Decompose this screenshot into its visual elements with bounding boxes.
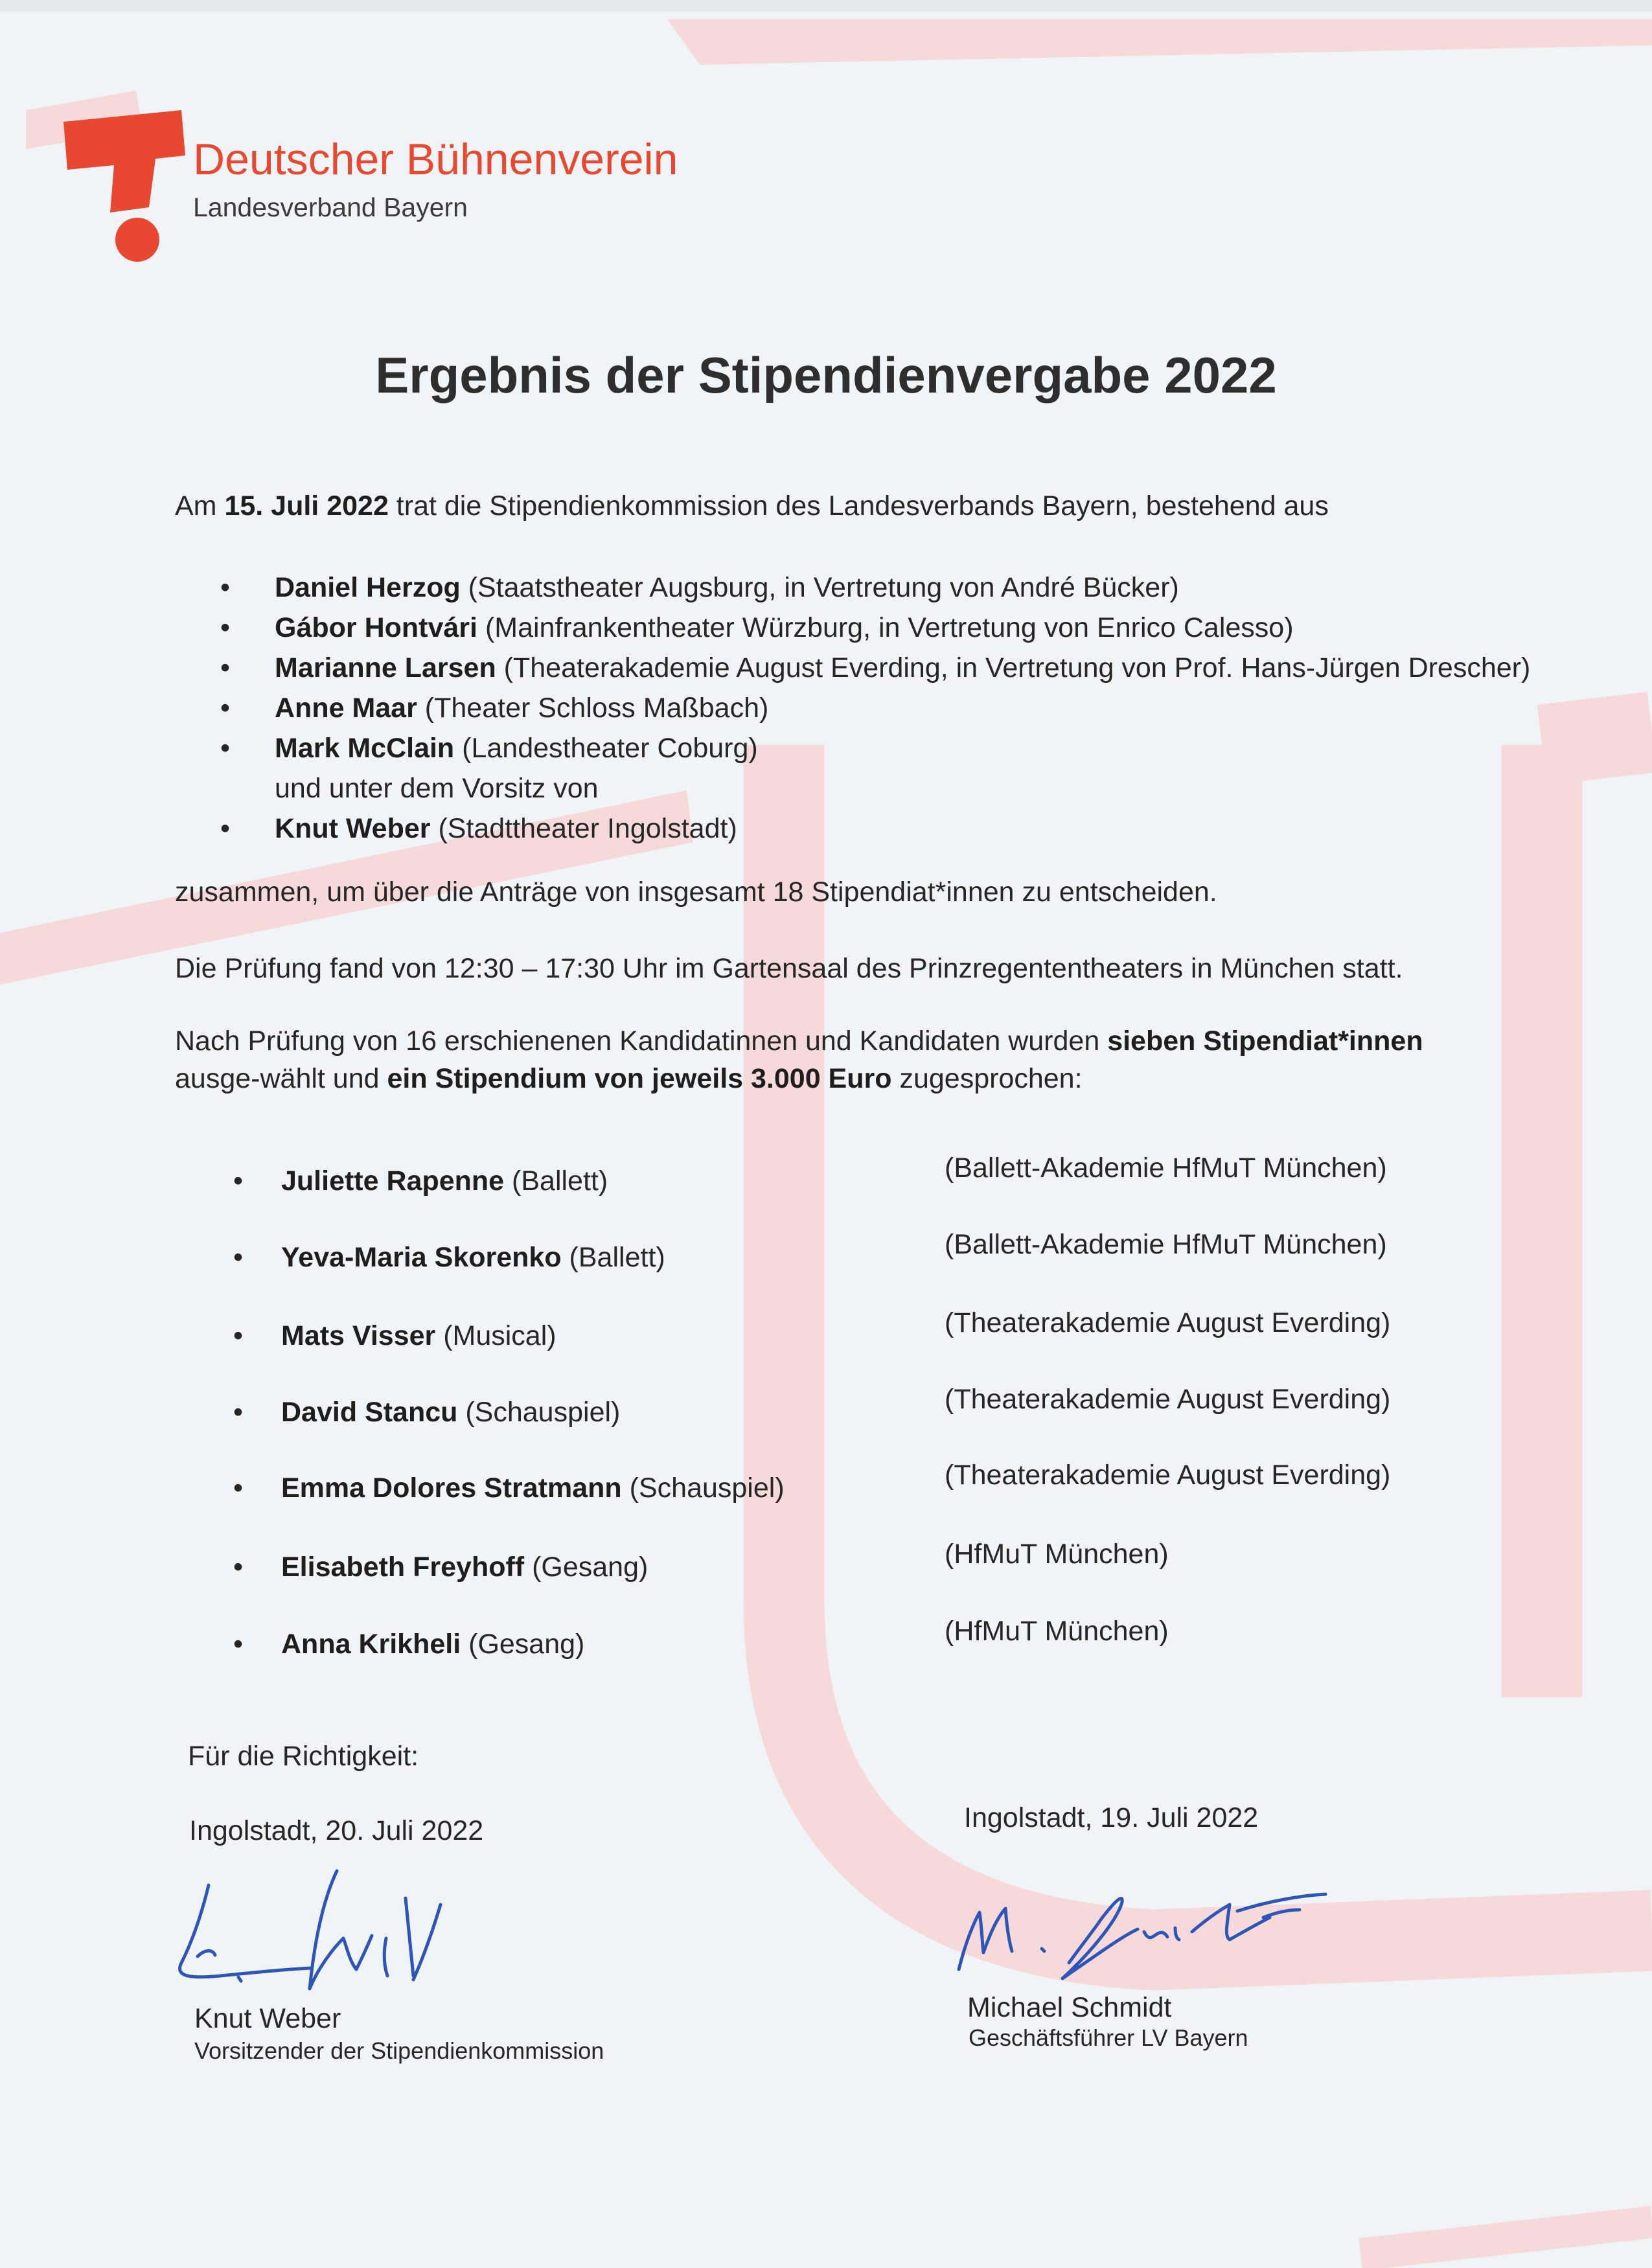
scholar-name: Emma Dolores Stratmann	[281, 1472, 622, 1504]
scholar-row: • Elisabeth Freyhoff (Gesang) (HfMuT München)	[233, 1547, 1464, 1587]
chair-intro: und unter dem Vorsitz von	[275, 773, 599, 804]
meeting-date: 15. Juli 2022	[224, 490, 389, 521]
scholar-institution: (HfMuT München)	[945, 1616, 1169, 1647]
scholar-institution: (Theaterakademie August Everding)	[945, 1460, 1391, 1491]
org-name: Deutscher Bühnenverein	[193, 135, 678, 184]
left-signer-role: Vorsitzender der Stipendienkommission	[194, 2037, 604, 2064]
signature-michael-schmidt	[952, 1872, 1328, 1989]
right-place-date: Ingolstadt, 19. Juli 2022	[964, 1802, 1259, 1833]
list-item: • Mark McClain (Landestheater Coburg)	[220, 728, 1530, 768]
scholar-row: • Yeva-Maria Skorenko (Ballett) (Ballett-Akademie HfMuT München)	[233, 1237, 1464, 1277]
scholar-institution: (Theaterakademie August Everding)	[945, 1307, 1391, 1338]
committee-list	[220, 567, 1530, 849]
scholar-name: David Stancu	[281, 1397, 458, 1428]
list-item: • Anne Maar (Theater Schloss Maßbach)	[220, 688, 1530, 728]
list-item-chair: • Knut Weber (Stadttheater Ingolstadt)	[220, 808, 1530, 849]
page-title: Ergebnis der Stipendienvergabe 2022	[375, 347, 1277, 404]
scholar-institution: (Ballett-Akademie HfMuT München)	[945, 1152, 1387, 1184]
theater-logo-icon	[58, 110, 188, 266]
scholar-institution: (HfMuT München)	[945, 1539, 1169, 1570]
scholar-row: • Mats Visser (Musical) (Theaterakademie August Everding)	[233, 1316, 1464, 1356]
signature-knut-weber	[162, 1859, 499, 2008]
paragraph-applications: zusammen, um über die Anträge von insgesamt 18 Stipendiat*innen zu entscheiden.	[175, 876, 1217, 908]
scholar-institution: (Ballett-Akademie HfMuT München)	[945, 1229, 1387, 1260]
scholar-name: Mats Visser	[281, 1320, 436, 1351]
scholar-row: • Juliette Rapenne (Ballett) (Ballett-Akademie HfMuT München)	[233, 1161, 1464, 1201]
org-subtitle: Landesverband Bayern	[193, 192, 468, 222]
scholar-name: Juliette Rapenne	[281, 1165, 505, 1197]
intro-paragraph: Am 15. Juli 2022 trat die Stipendienkommission des Landesverbands Bayern, bestehend aus	[175, 490, 1329, 521]
scholar-institution: (Theaterakademie August Everding)	[945, 1384, 1391, 1415]
left-signer-name: Knut Weber	[194, 2003, 341, 2034]
paragraph-result: Nach Prüfung von 16 erschienenen Kandidatinnen und Kandidaten wurden sieben Stipendiat*innen ausge-wählt und ein Stipendium von jeweils 3.000 Euro zugesprochen:	[175, 1025, 1423, 1094]
left-place-date: Ingolstadt, 20. Juli 2022	[189, 1815, 484, 1846]
paragraph-exam: Die Prüfung fand von 12:30 – 17:30 Uhr im Gartensaal des Prinzregententheaters in München statt.	[175, 953, 1403, 984]
scholar-name: Elisabeth Freyhoff	[281, 1552, 525, 1583]
list-item: • Gábor Hontvári (Mainfrankentheater Würzburg, in Vertretung von Enrico Calesso)	[220, 608, 1530, 648]
right-signer-name: Michael Schmidt	[967, 1992, 1172, 2023]
right-signer-role: Geschäftsführer LV Bayern	[969, 2024, 1248, 2051]
scholar-row: • David Stancu (Schauspiel) (Theaterakademie August Everding)	[233, 1392, 1464, 1432]
scholar-name: Anna Krikheli	[281, 1629, 461, 1660]
attestation-label: Für die Richtigkeit:	[188, 1741, 419, 1772]
list-item: • Daniel Herzog (Staatstheater Augsburg, in Vertretung von André Bücker)	[220, 567, 1530, 608]
scholar-name: Yeva-Maria Skorenko	[281, 1242, 562, 1273]
scholar-row: • Emma Dolores Stratmann (Schauspiel) (Theaterakademie August Everding)	[233, 1468, 1464, 1508]
list-item: • Marianne Larsen (Theaterakademie August Everding, in Vertretung von Prof. Hans-Jürgen Drescher)	[220, 648, 1530, 688]
scholar-row: • Anna Krikheli (Gesang) (HfMuT München)	[233, 1624, 1464, 1664]
